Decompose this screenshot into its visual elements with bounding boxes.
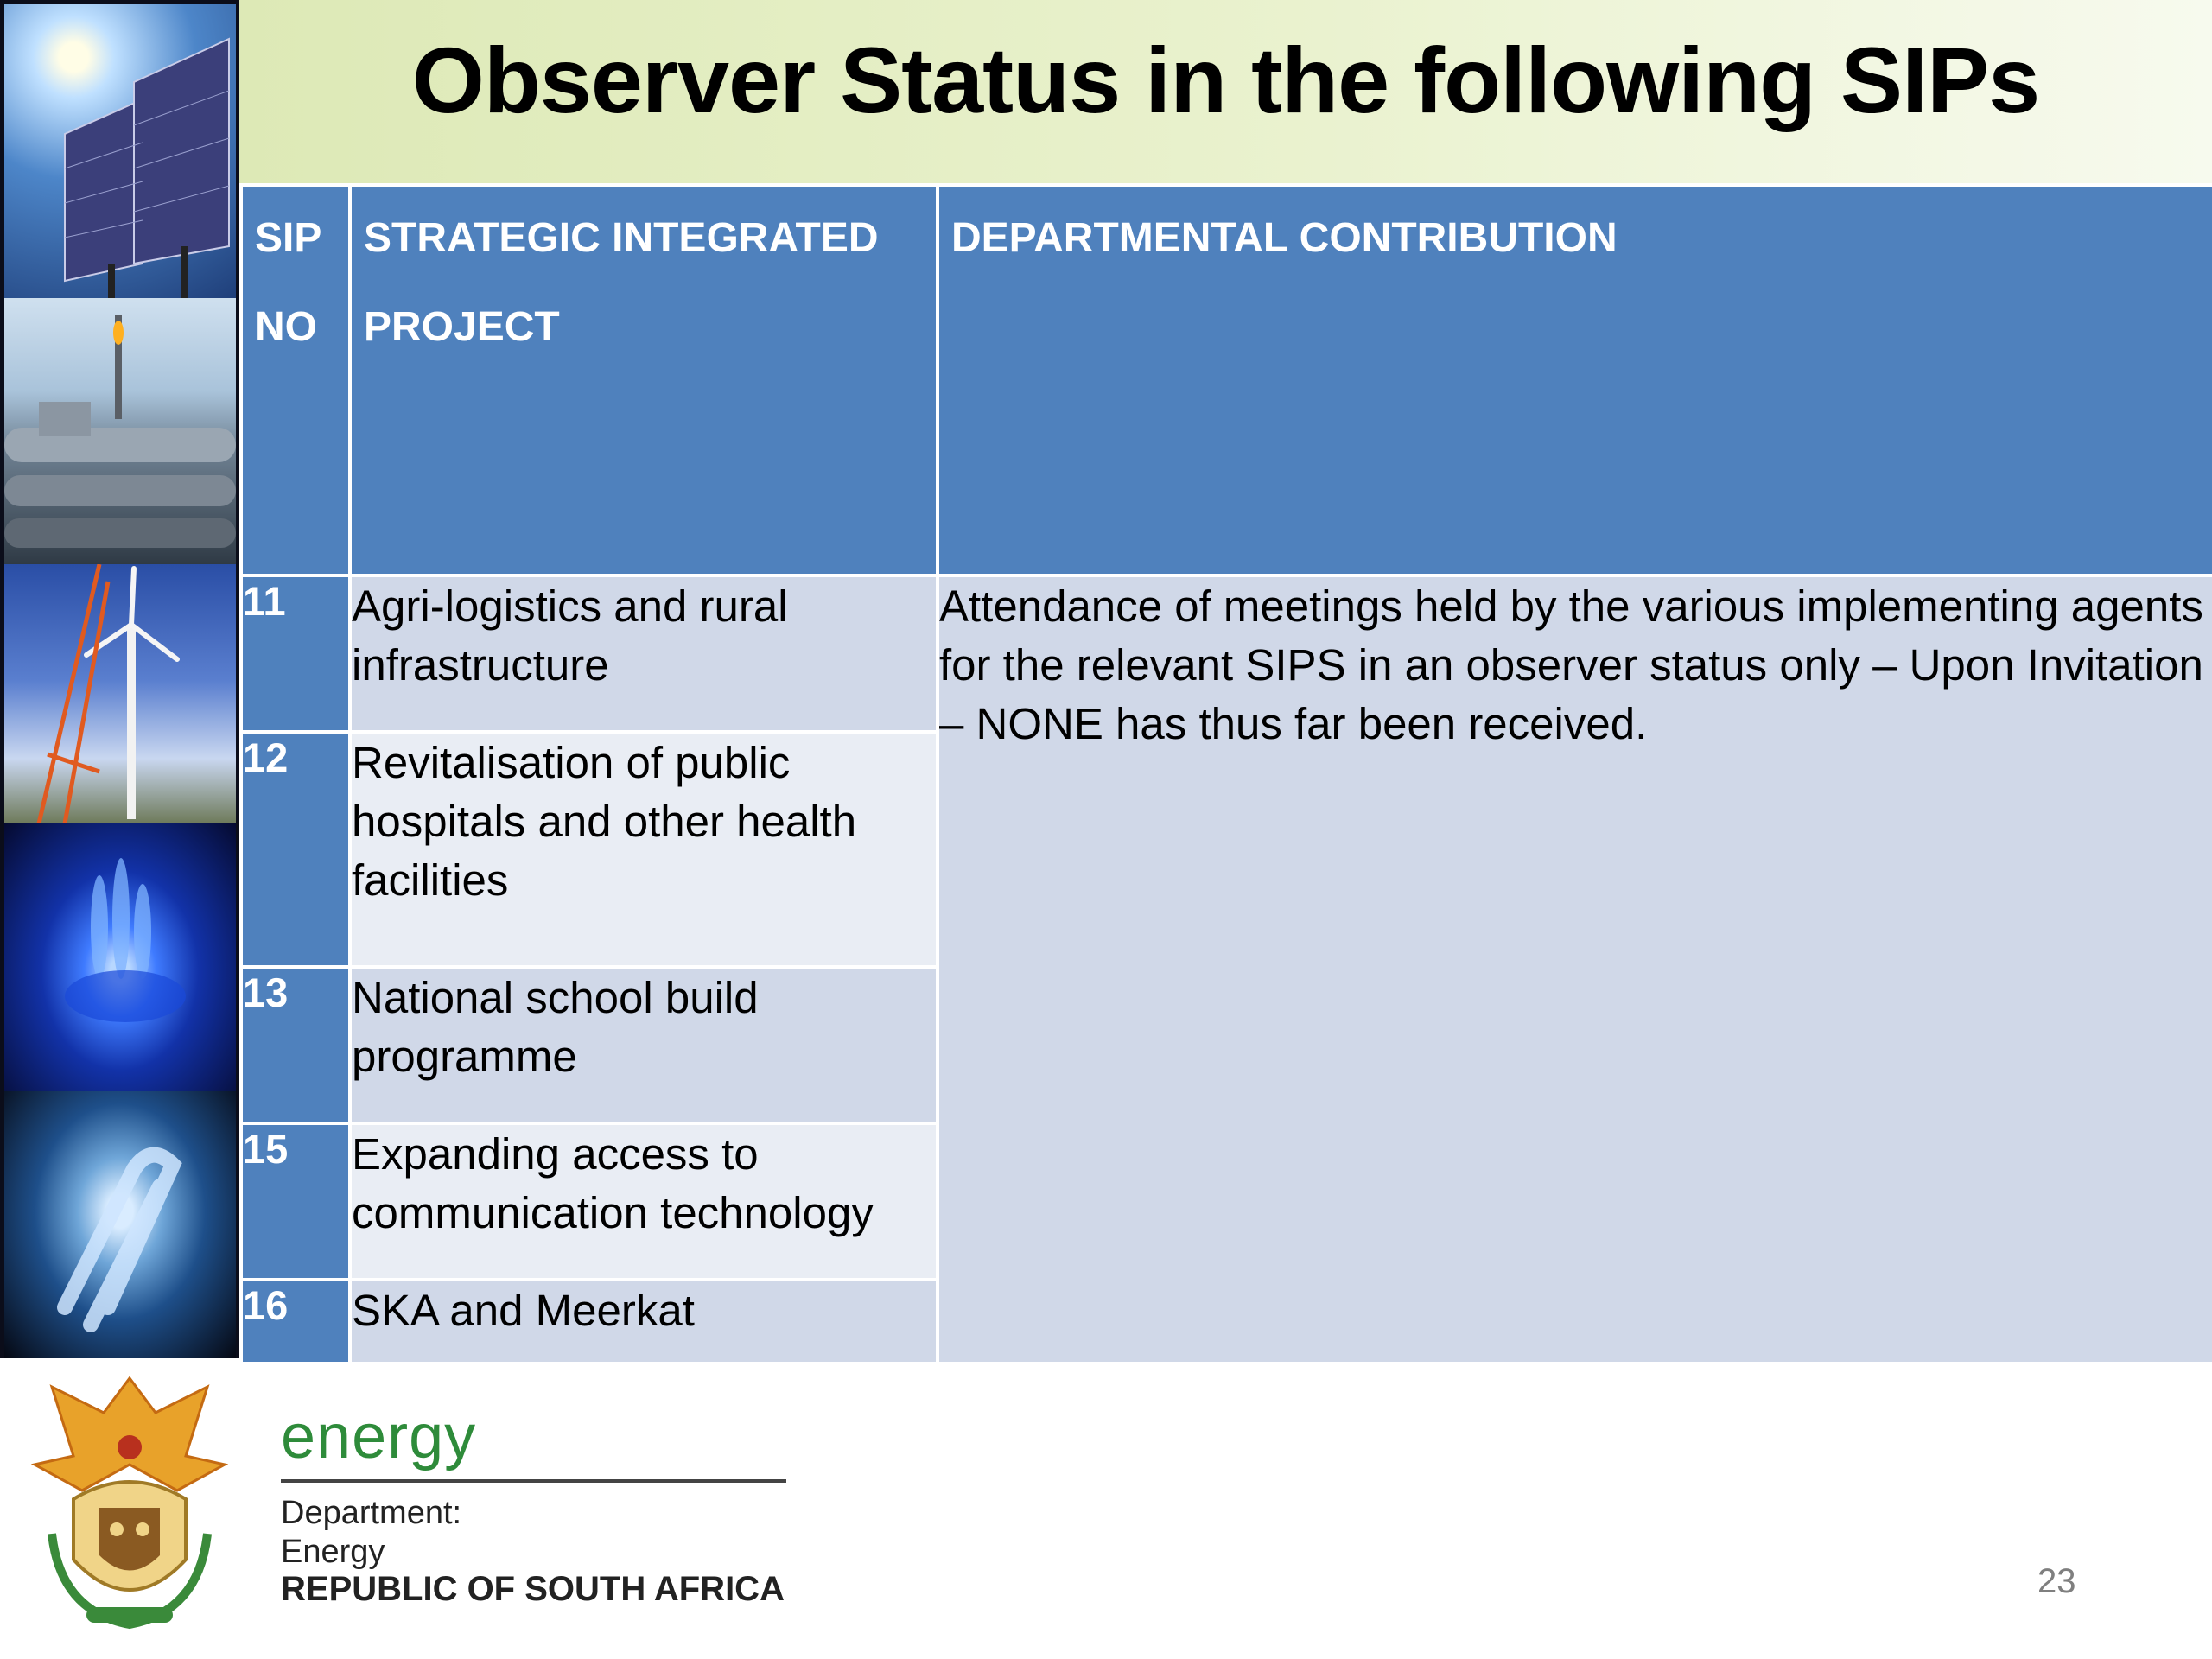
page-title: Observer Status in the following SIPs xyxy=(411,28,2040,132)
title-band xyxy=(239,0,2212,183)
project-name: SKA and Meerkat xyxy=(350,1280,938,1363)
department-name: Energy xyxy=(281,1534,385,1570)
sip-number: 12 xyxy=(241,732,350,967)
sip-number: 13 xyxy=(241,967,350,1123)
table-row xyxy=(241,575,2212,732)
contribution-text: Attendance of meetings held by the various implementing agents for the relevant SIPS in an observer status only – Upon Invitation – NONE has thus far been received. xyxy=(939,582,2203,748)
page-number: 23 xyxy=(2037,1562,2076,1600)
coat-of-arms-icon xyxy=(26,1361,233,1633)
solar-panels-image xyxy=(4,4,236,298)
header-sip-no-line2: NO xyxy=(255,304,317,350)
header-project xyxy=(350,185,938,575)
header-project-line2: PROJECT xyxy=(364,304,560,350)
header-project-line1: STRATEGIC INTEGRATED xyxy=(364,215,879,261)
light-bulb-image xyxy=(4,1091,236,1358)
gas-pipeline-image xyxy=(4,298,236,564)
project-name: National school build programme xyxy=(350,967,938,1123)
table-header-row xyxy=(241,185,2212,575)
department-label: Department: xyxy=(281,1495,462,1531)
energy-brand: energy xyxy=(281,1402,477,1471)
sip-number: 11 xyxy=(241,575,350,732)
gas-flame-image xyxy=(4,823,236,1091)
photo-strip xyxy=(0,0,239,1358)
sip-number: 16 xyxy=(241,1280,350,1363)
sip-number: 15 xyxy=(241,1123,350,1280)
brand-divider xyxy=(281,1479,786,1483)
project-name: Expanding access to communication technology xyxy=(350,1123,938,1280)
header-sip-no-line1: SIP xyxy=(255,215,322,261)
header-contribution-text: DEPARTMENTAL CONTRIBUTION xyxy=(951,215,1618,261)
project-name: Revitalisation of public hospitals and other health facilities xyxy=(350,732,938,967)
country-name: REPUBLIC OF SOUTH AFRICA xyxy=(281,1570,785,1608)
header-sip-no xyxy=(241,185,350,575)
sip-table xyxy=(239,183,2212,1365)
project-name: Agri-logistics and rural infrastructure xyxy=(350,575,938,732)
header-contribution xyxy=(938,185,2212,575)
wind-turbine-image xyxy=(4,564,236,823)
contribution-cell xyxy=(938,575,2212,1363)
